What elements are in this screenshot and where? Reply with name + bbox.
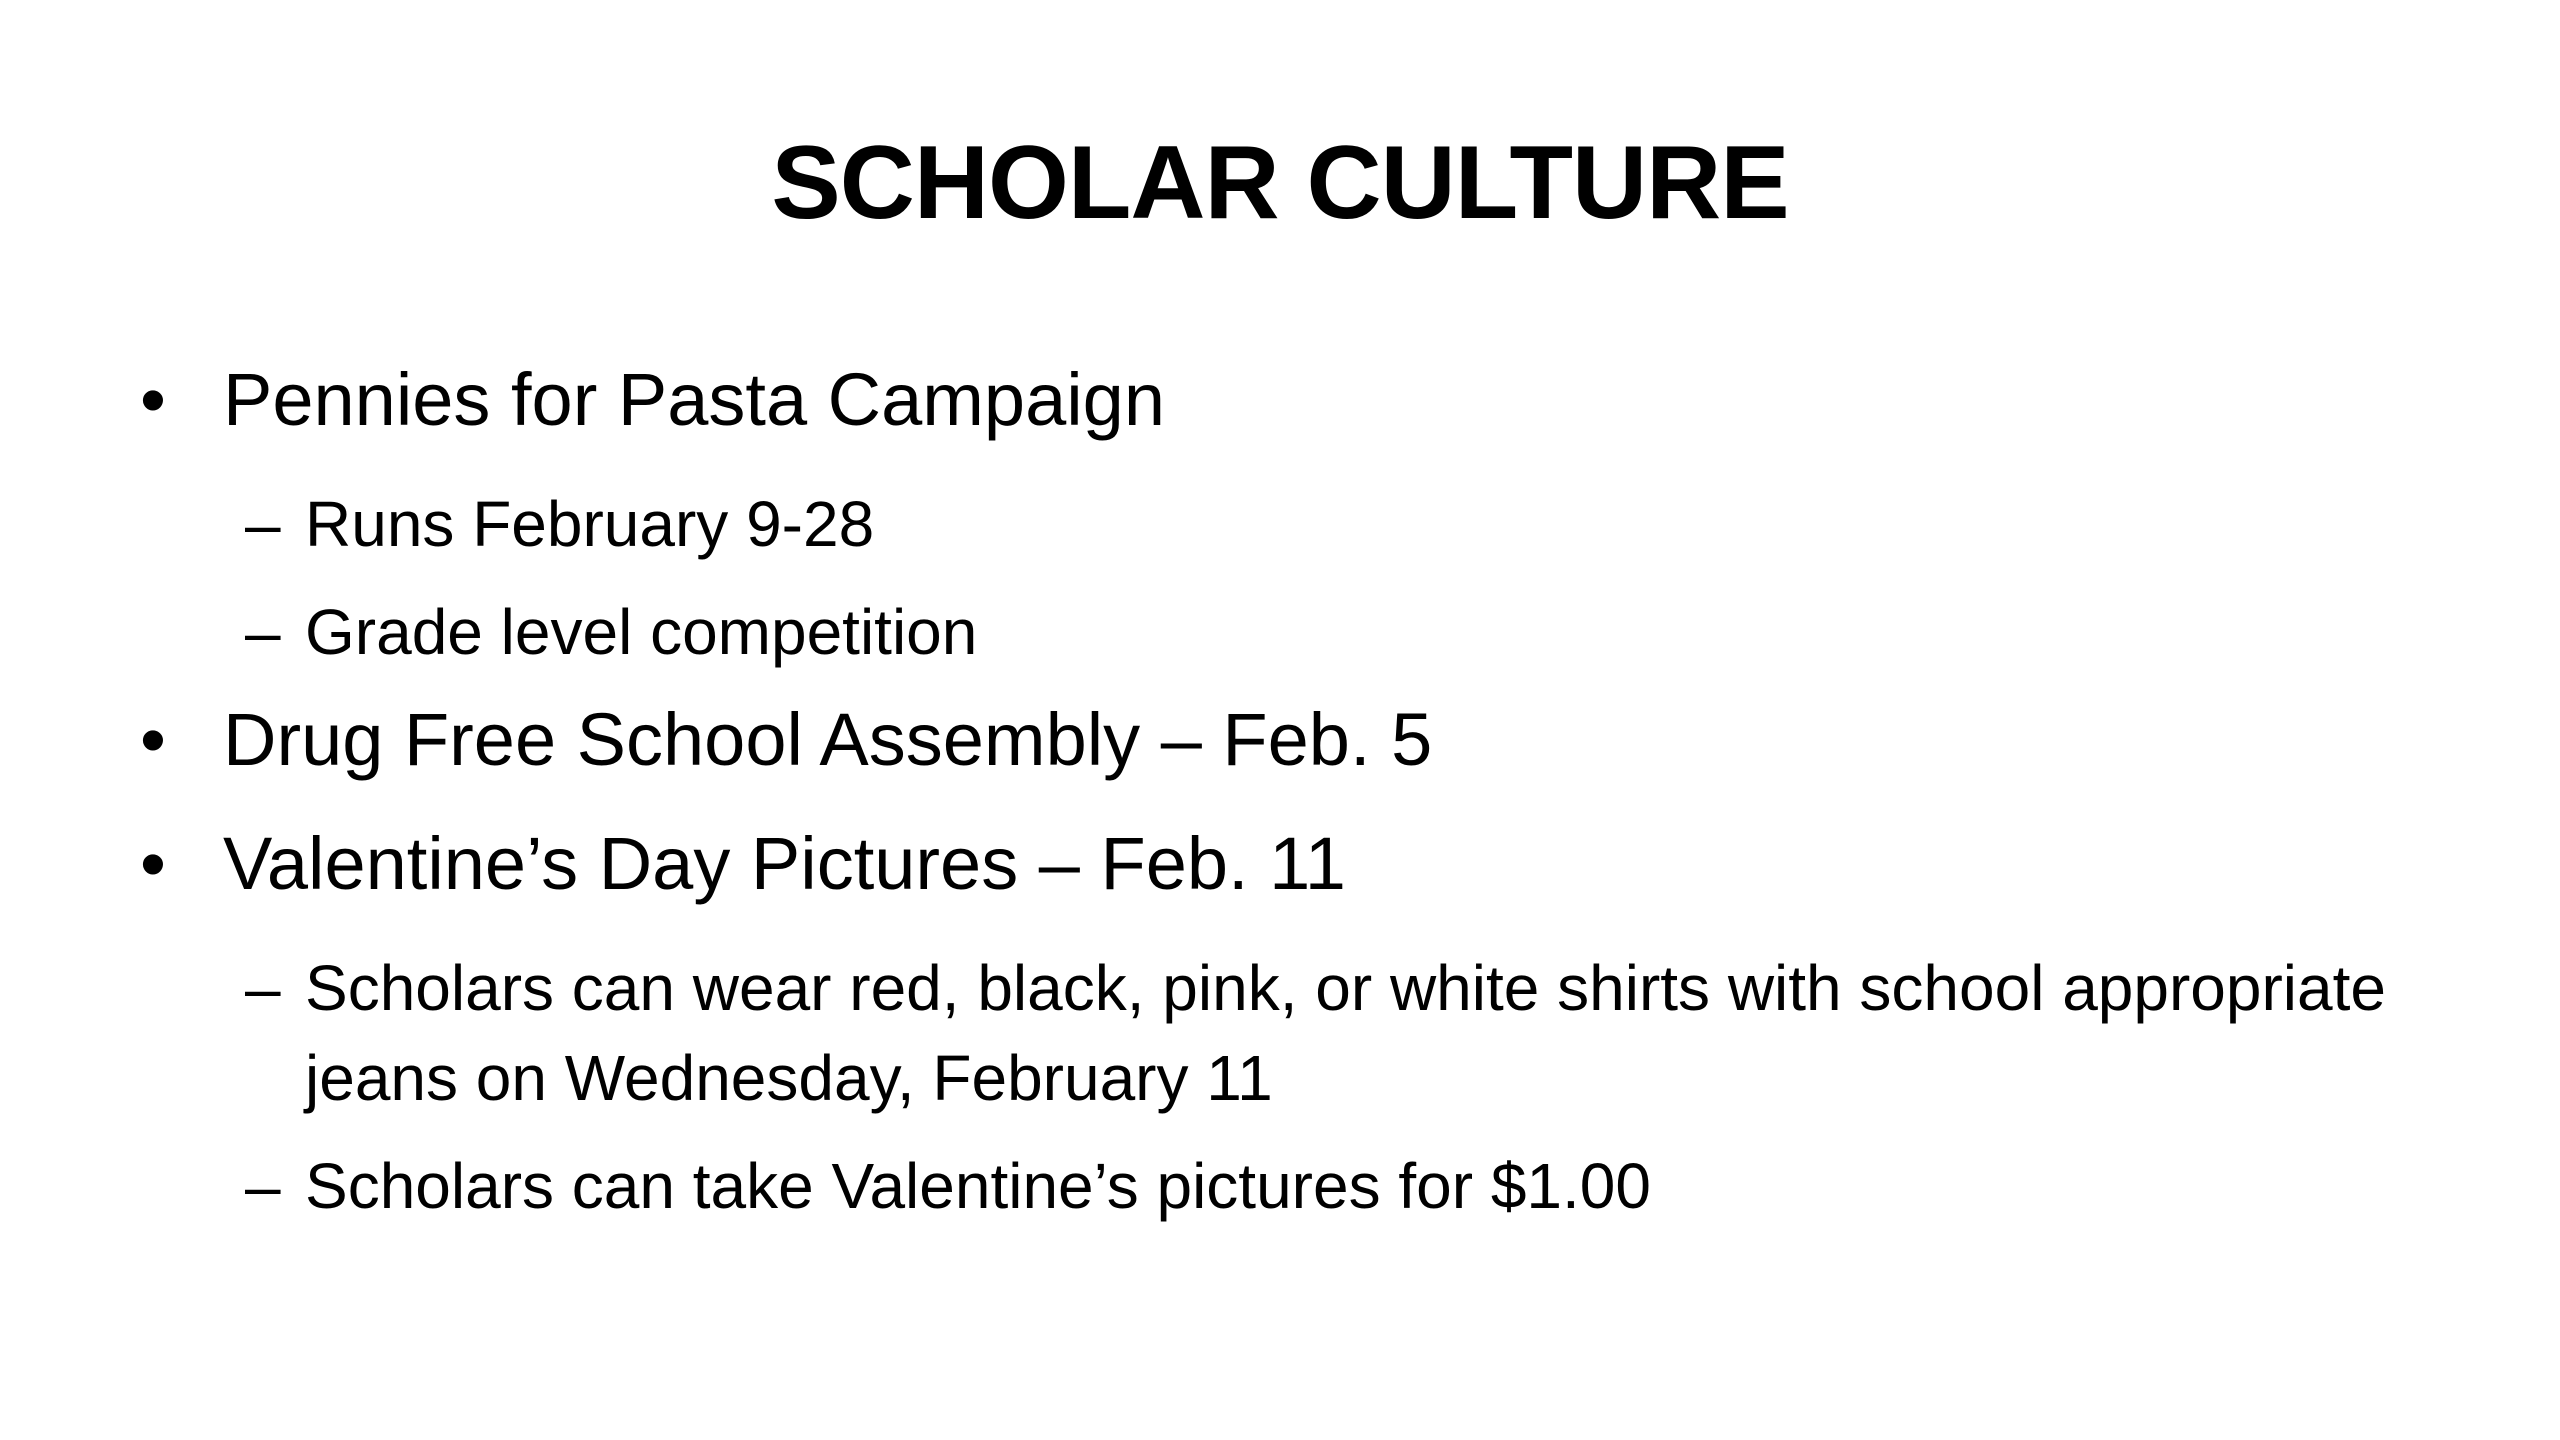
- sub-item: [245, 479, 2440, 569]
- sub-item: [245, 943, 2440, 1123]
- bullet-text: Valentine’s Day Pictures – Feb. 11: [223, 822, 1346, 905]
- bullet-list: [140, 355, 2440, 1249]
- bullet-item: [140, 819, 2440, 909]
- bullet-marker: •: [140, 358, 166, 441]
- sub-text: Grade level competition: [305, 596, 978, 668]
- sub-text: Scholars can wear red, black, pink, or white shirts with school appropriate jeans on Wednesday, February 11: [305, 952, 2386, 1114]
- bullet-item: [140, 355, 2440, 445]
- dash-marker: –: [245, 596, 281, 668]
- bullet-text: Drug Free School Assembly – Feb. 5: [223, 698, 1433, 781]
- slide-title: SCHOLAR CULTURE: [771, 125, 1789, 241]
- sub-text: Runs February 9-28: [305, 488, 875, 560]
- sub-list: [245, 479, 2440, 677]
- bullet-item: [140, 695, 2440, 785]
- dash-marker: –: [245, 952, 281, 1024]
- sub-list: [245, 943, 2440, 1231]
- bullet-marker: •: [140, 822, 166, 905]
- bullet-text: Pennies for Pasta Campaign: [223, 358, 1165, 441]
- dash-marker: –: [245, 1150, 281, 1222]
- sub-item: [245, 587, 2440, 677]
- dash-marker: –: [245, 488, 281, 560]
- sub-text: Scholars can take Valentine’s pictures for $1.00: [305, 1150, 1651, 1222]
- bullet-marker: •: [140, 698, 166, 781]
- sub-item: [245, 1141, 2440, 1231]
